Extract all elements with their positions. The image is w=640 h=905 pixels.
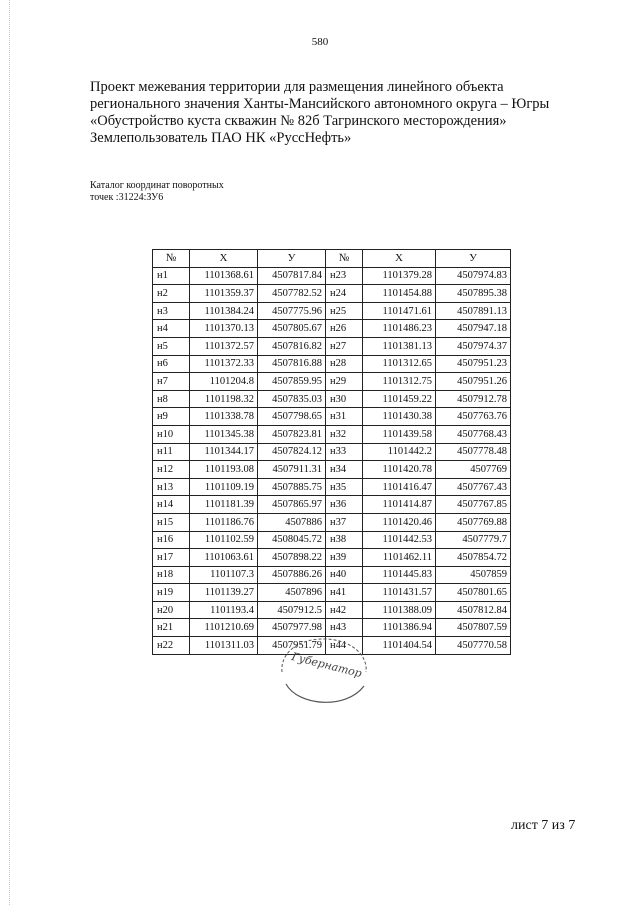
table-row — [153, 513, 511, 531]
point-number-cell: н28 — [326, 355, 363, 373]
page-number: 580 — [311, 36, 329, 48]
y-cell: 4507859.95 — [258, 373, 326, 391]
table-row — [153, 320, 511, 338]
table-row — [153, 478, 511, 496]
y-cell: 4507896 — [258, 584, 326, 602]
x-cell: 1101384.24 — [190, 302, 258, 320]
y-cell: 4507779.7 — [436, 531, 511, 549]
y-cell: 4507763.76 — [436, 408, 511, 426]
x-cell: 1101345.38 — [190, 425, 258, 443]
point-number-cell: н6 — [153, 355, 190, 373]
y-cell: 4507767.85 — [436, 496, 511, 514]
point-number-cell: н41 — [326, 584, 363, 602]
point-number-cell: н2 — [153, 285, 190, 303]
header-x: X — [190, 250, 258, 268]
x-cell: 1101445.83 — [363, 566, 436, 584]
point-number-cell: н15 — [153, 513, 190, 531]
point-number-cell: н22 — [153, 637, 190, 655]
x-cell: 1101471.61 — [363, 302, 436, 320]
x-cell: 1101312.75 — [363, 373, 436, 391]
coordinates-table-body — [153, 267, 511, 654]
y-cell: 4507782.52 — [258, 285, 326, 303]
margin-dotted-line — [9, 0, 10, 905]
point-number-cell: н44 — [326, 637, 363, 655]
table-row — [153, 584, 511, 602]
heading-line-3: «Обустройство куста скважин № 82б Тагринского месторождения» — [90, 113, 507, 129]
y-cell: 4507854.72 — [436, 549, 511, 567]
y-cell: 4507859 — [436, 566, 511, 584]
point-number-cell: н3 — [153, 302, 190, 320]
point-number-cell: н4 — [153, 320, 190, 338]
sheet-number-label: лист 7 из 7 — [511, 818, 576, 833]
y-cell: 4507951.23 — [436, 355, 511, 373]
x-cell: 1101368.61 — [190, 267, 258, 285]
x-cell: 1101420.46 — [363, 513, 436, 531]
y-cell: 4507778.48 — [436, 443, 511, 461]
x-cell: 1101109.19 — [190, 478, 258, 496]
x-cell: 1101414.87 — [363, 496, 436, 514]
point-number-cell: н33 — [326, 443, 363, 461]
y-cell: 4507816.82 — [258, 337, 326, 355]
y-cell: 4507886.26 — [258, 566, 326, 584]
x-cell: 1101462.11 — [363, 549, 436, 567]
y-cell: 4507974.37 — [436, 337, 511, 355]
catalog-caption-line-1: Каталог координат поворотных — [90, 180, 224, 191]
y-cell: 4507974.83 — [436, 267, 511, 285]
x-cell: 1101486.23 — [363, 320, 436, 338]
table-row — [153, 566, 511, 584]
y-cell: 4508045.72 — [258, 531, 326, 549]
heading-line-1: Проект межевания территории для размещения линейного объекта — [90, 79, 504, 95]
y-cell: 4507898.22 — [258, 549, 326, 567]
y-cell: 4507895.38 — [436, 285, 511, 303]
y-cell: 4507912.5 — [258, 601, 326, 619]
point-number-cell: н12 — [153, 461, 190, 479]
point-number-cell: н42 — [326, 601, 363, 619]
official-stamp — [276, 632, 372, 712]
header-point-number: № — [153, 250, 190, 268]
x-cell: 1101459.22 — [363, 390, 436, 408]
y-cell: 4507823.81 — [258, 425, 326, 443]
y-cell: 4507891.13 — [436, 302, 511, 320]
x-cell: 1101181.39 — [190, 496, 258, 514]
point-number-cell: н20 — [153, 601, 190, 619]
y-cell: 4507769.88 — [436, 513, 511, 531]
table-row — [153, 355, 511, 373]
document-heading — [90, 79, 610, 147]
x-cell: 1101442.53 — [363, 531, 436, 549]
x-cell: 1101359.37 — [190, 285, 258, 303]
point-number-cell: н39 — [326, 549, 363, 567]
y-cell: 4507768.43 — [436, 425, 511, 443]
table-row — [153, 373, 511, 391]
table-row — [153, 496, 511, 514]
y-cell: 4507817.84 — [258, 267, 326, 285]
point-number-cell: н8 — [153, 390, 190, 408]
y-cell: 4507951.79 — [258, 637, 326, 655]
point-number-cell: н25 — [326, 302, 363, 320]
x-cell: 1101372.33 — [190, 355, 258, 373]
point-number-cell: н5 — [153, 337, 190, 355]
x-cell: 1101370.13 — [190, 320, 258, 338]
x-cell: 1101344.17 — [190, 443, 258, 461]
point-number-cell: н43 — [326, 619, 363, 637]
x-cell: 1101139.27 — [190, 584, 258, 602]
heading-line-2: регионального значения Ханты-Мансийского автономного округа – Югры — [90, 96, 550, 112]
point-number-cell: н26 — [326, 320, 363, 338]
point-number-cell: н27 — [326, 337, 363, 355]
table-row — [153, 531, 511, 549]
y-cell: 4507770.58 — [436, 637, 511, 655]
x-cell: 1101381.13 — [363, 337, 436, 355]
point-number-cell: н13 — [153, 478, 190, 496]
point-number-cell: н30 — [326, 390, 363, 408]
header-y: У — [258, 250, 326, 268]
x-cell: 1101186.76 — [190, 513, 258, 531]
point-number-cell: н31 — [326, 408, 363, 426]
x-cell: 1101193.4 — [190, 601, 258, 619]
x-cell: 1101193.08 — [190, 461, 258, 479]
y-cell: 4507807.59 — [436, 619, 511, 637]
y-cell: 4507805.67 — [258, 320, 326, 338]
x-cell: 1101379.28 — [363, 267, 436, 285]
catalog-caption — [90, 180, 224, 204]
point-number-cell: н10 — [153, 425, 190, 443]
table-row — [153, 408, 511, 426]
y-cell: 4507911.31 — [258, 461, 326, 479]
table-row — [153, 549, 511, 567]
point-number-cell: н16 — [153, 531, 190, 549]
point-number-cell: н32 — [326, 425, 363, 443]
point-number-cell: н29 — [326, 373, 363, 391]
y-cell: 4507865.97 — [258, 496, 326, 514]
header-y: У — [436, 250, 511, 268]
x-cell: 1101210.69 — [190, 619, 258, 637]
x-cell: 1101416.47 — [363, 478, 436, 496]
heading-line-4: Землепользователь ПАО НК «РуссНефть» — [90, 130, 352, 146]
y-cell: 4507812.84 — [436, 601, 511, 619]
point-number-cell: н18 — [153, 566, 190, 584]
x-cell: 1101338.78 — [190, 408, 258, 426]
y-cell: 4507824.12 — [258, 443, 326, 461]
table-header-row — [153, 250, 511, 268]
y-cell: 4507885.75 — [258, 478, 326, 496]
point-number-cell: н23 — [326, 267, 363, 285]
table-row — [153, 337, 511, 355]
point-number-cell: н34 — [326, 461, 363, 479]
x-cell: 1101442.2 — [363, 443, 436, 461]
y-cell: 4507769 — [436, 461, 511, 479]
y-cell: 4507798.65 — [258, 408, 326, 426]
header-point-number: № — [326, 250, 363, 268]
x-cell: 1101404.54 — [363, 637, 436, 655]
coordinates-table — [152, 249, 511, 655]
table-row — [153, 285, 511, 303]
x-cell: 1101107.3 — [190, 566, 258, 584]
y-cell: 4507775.96 — [258, 302, 326, 320]
y-cell: 4507977.98 — [258, 619, 326, 637]
point-number-cell: н19 — [153, 584, 190, 602]
point-number-cell: н17 — [153, 549, 190, 567]
x-cell: 1101420.78 — [363, 461, 436, 479]
y-cell: 4507912.78 — [436, 390, 511, 408]
x-cell: 1101204.8 — [190, 373, 258, 391]
catalog-caption-line-2: точек :31224:ЗУ6 — [90, 192, 164, 203]
table-row — [153, 267, 511, 285]
point-number-cell: н35 — [326, 478, 363, 496]
y-cell: 4507801.65 — [436, 584, 511, 602]
table-row — [153, 601, 511, 619]
x-cell: 1101063.61 — [190, 549, 258, 567]
x-cell: 1101386.94 — [363, 619, 436, 637]
point-number-cell: н1 — [153, 267, 190, 285]
x-cell: 1101102.59 — [190, 531, 258, 549]
table-row — [153, 425, 511, 443]
point-number-cell: н11 — [153, 443, 190, 461]
x-cell: 1101198.32 — [190, 390, 258, 408]
x-cell: 1101312.65 — [363, 355, 436, 373]
point-number-cell: н14 — [153, 496, 190, 514]
table-row — [153, 443, 511, 461]
x-cell: 1101372.57 — [190, 337, 258, 355]
point-number-cell: н9 — [153, 408, 190, 426]
point-number-cell: н36 — [326, 496, 363, 514]
point-number-cell: н40 — [326, 566, 363, 584]
table-row — [153, 390, 511, 408]
y-cell: 4507835.03 — [258, 390, 326, 408]
x-cell: 1101439.58 — [363, 425, 436, 443]
y-cell: 4507816.88 — [258, 355, 326, 373]
y-cell: 4507767.43 — [436, 478, 511, 496]
y-cell: 4507947.18 — [436, 320, 511, 338]
table-row — [153, 302, 511, 320]
header-x: X — [363, 250, 436, 268]
point-number-cell: н37 — [326, 513, 363, 531]
point-number-cell: н38 — [326, 531, 363, 549]
y-cell: 4507951.26 — [436, 373, 511, 391]
point-number-cell: н7 — [153, 373, 190, 391]
point-number-cell: н21 — [153, 619, 190, 637]
stamp-text: Губернатор — [290, 650, 364, 681]
x-cell: 1101454.88 — [363, 285, 436, 303]
point-number-cell: н24 — [326, 285, 363, 303]
table-row — [153, 461, 511, 479]
x-cell: 1101311.03 — [190, 637, 258, 655]
x-cell: 1101430.38 — [363, 408, 436, 426]
y-cell: 4507886 — [258, 513, 326, 531]
x-cell: 1101431.57 — [363, 584, 436, 602]
x-cell: 1101388.09 — [363, 601, 436, 619]
